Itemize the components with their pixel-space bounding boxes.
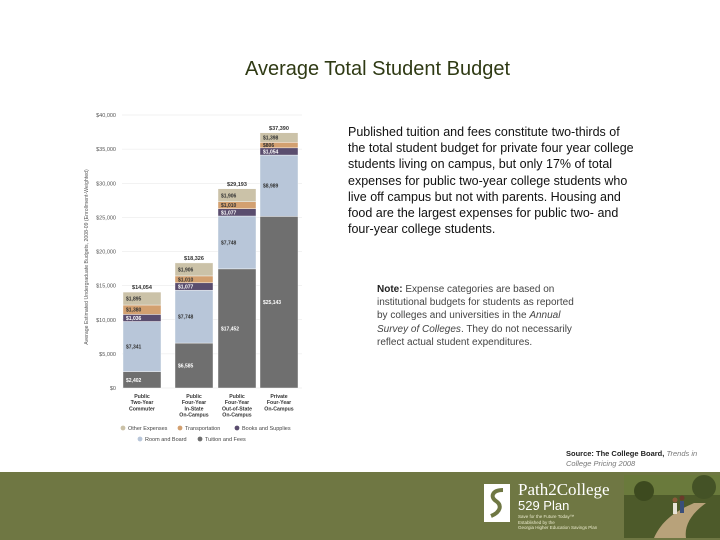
segment-label: $7,341: [126, 344, 142, 351]
brand-name: Path2College: [518, 480, 610, 499]
segment-label: $2,402: [126, 377, 142, 384]
segment-label: $25,143: [263, 300, 282, 307]
path-logo-icon: [484, 484, 510, 522]
legend-swatch: [178, 426, 183, 431]
segment-label: $8,989: [263, 183, 279, 190]
note-block: [377, 283, 587, 349]
bars: [123, 133, 298, 388]
source-title: Trends in College Pricing 2008: [566, 449, 698, 468]
legend-label: Room and Board: [145, 437, 187, 443]
segment-label: $1,010: [178, 277, 194, 284]
segment-label: $1,036: [126, 315, 142, 322]
y-axis-label: Average Estimated Undergraduate Budgets, 2008-09 (Enrollment-Weighted): [84, 169, 90, 345]
segment-label: $1,906: [221, 193, 237, 200]
tagline-line-3: Georgia Higher Education Savings Plan: [518, 525, 598, 530]
total-label: $29,193: [227, 181, 247, 188]
segment-label: $1,010: [221, 203, 237, 210]
y-tick-label: $40,000: [96, 113, 116, 119]
stacked-bar-chart: [80, 105, 320, 450]
y-tick-label: $15,000: [96, 283, 116, 290]
segment-label: $1,077: [178, 284, 194, 291]
note-text-2: . They do not necessarily reflect actual student expenditures.: [377, 323, 572, 348]
x-tick-label: Public Two-Year Commuter: [129, 394, 155, 413]
x-tick-label: Public Four-Year In-State On-Campus: [179, 394, 209, 419]
tagline-line-1: Save for the Future Today™: [518, 514, 575, 519]
y-tick-label: $30,000: [96, 181, 116, 188]
total-label: $14,054: [132, 285, 152, 292]
legend-label: Other Expenses: [128, 426, 168, 432]
segment-label: $806: [263, 143, 275, 150]
photo-children-on-path: [624, 475, 720, 538]
segment-label: $1,895: [126, 296, 142, 303]
legend-swatch: [198, 437, 203, 442]
legend-swatch: [121, 426, 126, 431]
segment-label: $1,077: [221, 210, 237, 217]
total-label: $37,390: [269, 125, 289, 132]
segment-label: $17,452: [221, 326, 240, 333]
note-label: Note:: [377, 284, 403, 295]
total-label: $18,326: [184, 255, 204, 262]
page-title: Average Total Student Budget: [244, 58, 511, 80]
legend: [121, 426, 291, 443]
source-citation: [566, 449, 716, 469]
description-text: Published tuition and fees constitute two-thirds of the total student budget for private four year college students living on campus, but only 17% of total expenses for public two-year college students who live off campus but not with parents. Housing and food are the largest expenses for public two- and four-year college students.: [348, 125, 634, 237]
x-tick-labels: [129, 394, 294, 419]
legend-label: Transportation: [185, 426, 221, 432]
legend-label: Tuition and Fees: [205, 437, 246, 443]
y-tick-label: $20,000: [96, 249, 116, 256]
y-tick-label: $0: [109, 386, 116, 392]
tagline-line-2: Established by the: [518, 519, 555, 525]
y-tick-label: $35,000: [96, 147, 116, 154]
segment-label: $1,380: [126, 307, 142, 314]
x-tick-label: Public Four-Year Out-of-State On-Campus: [222, 394, 252, 419]
segment-label: $6,585: [178, 363, 194, 370]
note-text-1: Expense categories are based on institutional budgets for students as reported by colleges and universities in the: [377, 284, 574, 322]
legend-swatch: [235, 426, 240, 431]
segment-label: $1,906: [178, 267, 194, 274]
legend-swatch: [138, 437, 143, 442]
brand-tagline: [518, 514, 618, 531]
segment-label: $7,748: [221, 240, 237, 247]
segment-label: $7,748: [178, 314, 194, 321]
x-tick-label: Private Four-Year On-Campus: [264, 394, 294, 413]
source-label: Source: The College Board,: [566, 449, 665, 458]
note-survey-title: Annual Survey of Colleges: [377, 310, 561, 335]
brand-plan: 529 Plan: [518, 498, 570, 513]
y-tick-label: $25,000: [96, 215, 116, 222]
footer-banner: [0, 472, 720, 540]
segment-label: $1,054: [263, 149, 279, 156]
legend-label: Books and Supplies: [242, 426, 291, 432]
segment-label: $1,398: [263, 135, 279, 142]
y-tick-labels: [96, 113, 116, 392]
y-tick-label: $5,000: [99, 351, 116, 358]
y-tick-label: $10,000: [96, 317, 116, 324]
